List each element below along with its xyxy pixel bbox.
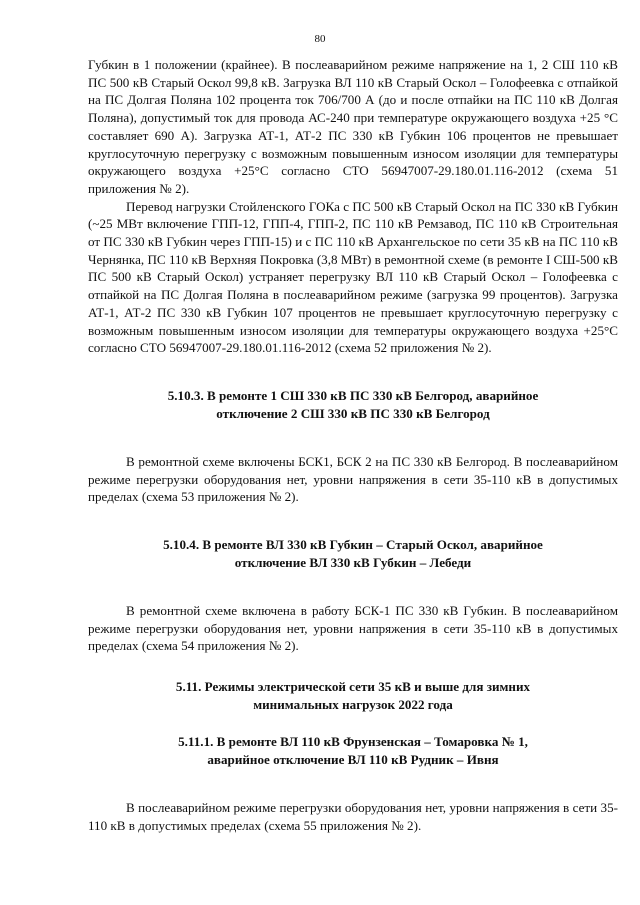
paragraph-5-10-4: В ремонтной схеме включена в работу БСК-1 ПС 330 кВ Губкин. В послеаварийном режиме перегрузки оборудования нет, уровни напряжения в сети 35-110 кВ в допустимых пределах (схема 54 приложения № 2). xyxy=(88,603,618,654)
heading-5-10-3-line-2: отключение 2 СШ 330 кВ ПС 330 кВ Белгород xyxy=(216,405,490,421)
heading-5-11-1-line-1: 5.11.1. В ремонте ВЛ 110 кВ Фрунзенская – Томаровка № 1, xyxy=(178,734,528,750)
paragraph-continuation: Губкин в 1 положении (крайнее). В послеаварийном режиме напряжение на 1, 2 СШ 110 кВ ПС 500 кВ Старый Оскол 99,8 кВ. Загрузка ВЛ 110 кВ Старый Оскол – Голофеевка с отпайкой на ПС Долгая Поляна 102 процента ток 706/700 А (до и после отпайки на ПС 110 кВ Долгая Поляна), допустимый ток для провода АС-240 при температуре окружающего воздуха +25 °С составляет 690 А). Загрузка АТ-1, АТ-2 ПС 330 кВ Губкин 106 процентов не превышает круглосуточную перегрузку с возможным повышенным износом изоляции для температуры окружающего воздуха +25°С согласно СТО 56947007-29.180.01.116-2012 (схема 51 приложения № 2). xyxy=(88,57,618,196)
heading-5-10-4 xyxy=(88,536,618,572)
heading-5-10-3-line-1: 5.10.3. В ремонте 1 СШ 330 кВ ПС 330 кВ Белгород, аварийное xyxy=(167,387,539,403)
heading-5-11 xyxy=(88,678,618,714)
heading-5-10-4-line-2: отключение ВЛ 330 кВ Губкин – Лебеди xyxy=(234,555,472,571)
page-content xyxy=(88,56,618,835)
heading-5-10-3 xyxy=(88,387,618,423)
paragraph-load-transfer: Перевод нагрузки Стойленского ГОКа с ПС 500 кВ Старый Оскол на ПС 330 кВ Губкин (~25 МВт включение ГПП-12, ГПП-4, ГПП-2, ПС 110 кВ Ремзавод, ПС 110 кВ Строительная от ПС 330 кВ Губкин через ГПП-15) и с ПС 110 кВ Архангельское по сети 35 кВ на ПС 110 кВ Чернянка, ПС 110 кВ Верхняя Покровка (3,8 МВт) в ремонтной схеме (в ремонте I СШ-500 кВ ПС 500 кВ Старый Оскол) устраняет перегрузку ВЛ 110 кВ Старый Оскол – Голофеевка с отпайкой на ПС Долгая Поляна в послеаварийном режиме (загрузка 99 процентов). Загрузка АТ-1, АТ-2 ПС 330 кВ Губкин 107 процентов не превышает круглосуточную перегрузку с возможным повышенным износом изоляции для температуры окружающего воздуха +25°С согласно СТО 56947007-29.180.01.116-2012 (схема 52 приложения № 2). xyxy=(88,198,618,356)
paragraph-5-10-3: В ремонтной схеме включены БСК1, БСК 2 на ПС 330 кВ Белгород. В послеаварийном режиме перегрузки оборудования нет, уровни напряжения в сети 35-110 кВ в допустимых пределах (схема 53 приложения № 2). xyxy=(88,453,618,505)
page-number: 80 xyxy=(314,33,326,45)
heading-5-11-line-2: минимальных нагрузок 2022 года xyxy=(253,697,453,713)
heading-5-11-1-line-2: аварийное отключение ВЛ 110 кВ Рудник – Ивня xyxy=(207,752,499,768)
heading-5-11-line-1: 5.11. Режимы электрической сети 35 кВ и выше для зимних xyxy=(175,679,531,695)
paragraph-5-11-1: В послеаварийном режиме перегрузки оборудования нет, уровни напряжения в сети 35-110 кВ в допустимых пределах (схема 55 приложения № 2). xyxy=(88,800,618,833)
heading-5-10-4-line-1: 5.10.4. В ремонте ВЛ 330 кВ Губкин – Старый Оскол, аварийное xyxy=(163,537,543,553)
heading-5-11-1 xyxy=(88,733,618,769)
